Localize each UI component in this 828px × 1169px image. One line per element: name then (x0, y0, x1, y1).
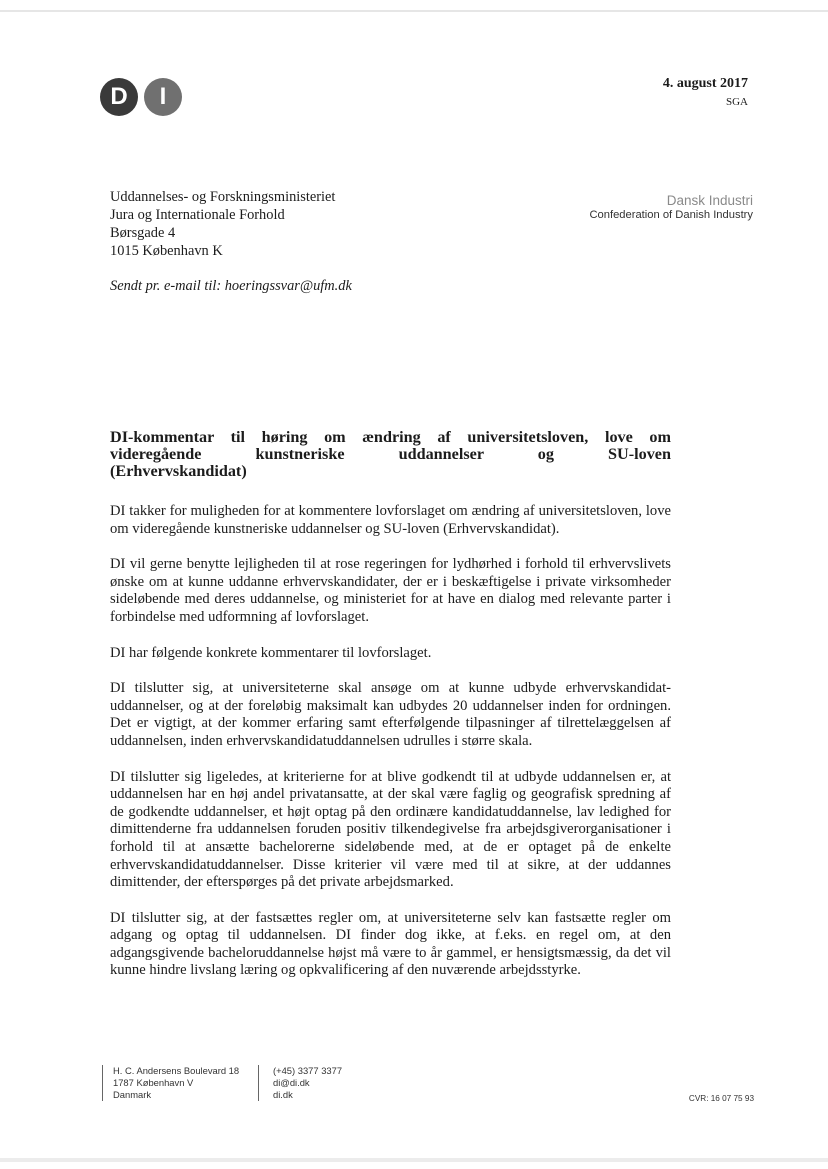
body-paragraph: DI har følgende konkrete kommentarer til lovforslaget. (110, 644, 432, 661)
letter-heading (110, 429, 671, 480)
scan-edge-bottom (0, 1158, 828, 1162)
body-paragraph: DI vil gerne benytte lejligheden til at rose regeringen for lydhørhed i forhold til erhvervslivets ønske om at kunne uddanne erhvervskandidater, der er i beskæftigelse i private virksomheder sideløbende med deres uddannelse, og ministeriet for at have en dialog med relevante parter i forbindelse med udformning af lovforslaget. (110, 556, 671, 625)
letter-date: 4. august 2017 (662, 76, 748, 91)
footer-address-line: 1787 København V (113, 1077, 194, 1088)
footer-address (102, 1065, 263, 1101)
sender-initials: SGA (725, 96, 748, 108)
footer-phone: (+45) 3377 3377 (273, 1065, 343, 1076)
body-paragraph: DI tilslutter sig, at universiteterne skal ansøge om at kunne udbyde erhvervskandidat-uddannelser, og at der foreløbig maksimalt kan udbydes 20 uddannelser inden for ordningen. Det er vigtigt, at der kommer erfaring samt efterfølgende tilpasninger af tilrettelæggelsen af uddannelsen, inden erhvervskandidatuddannelsen udrulles i større skala. (110, 680, 671, 749)
organization-block (589, 193, 753, 221)
organization-name: Dansk Industri (666, 193, 753, 208)
footer-address-line: Danmark (113, 1089, 152, 1100)
footer-email: di@di.dk (273, 1077, 310, 1088)
body-paragraph: DI tilslutter sig ligeledes, at kriterierne for at blive godkendt til at udbyde uddannelsen er, at uddannelsen har en høj andel privatansatte, at der skal være faglig og geografisk spredning af de godkendte uddannelser, et højt optag på den ordinære kandidatuddannelse, lav ledighed for dimittenderne fra uddannelsen foruden positiv tilkendegivelse fra arbejdsgiverorganisationer i forhold til at ansætte bachelorerne sideløbende med, at de er optaget på de enkelte erhvervskandidatuddannelser. Disse kriterier vil være med til at sikre, at der uddannes dimittender, der efterspørges på det private arbejdsmarked. (110, 768, 671, 891)
address-line: Uddannelses- og Forskningsministeriet (110, 189, 336, 205)
recipient-address (110, 188, 335, 260)
letter-body (110, 503, 671, 998)
heading-line: videregående kunstneriske uddannelser og SU-loven (110, 445, 671, 463)
footer-contact (258, 1065, 393, 1101)
organization-subtitle: Confederation of Danish Industry (589, 209, 753, 221)
scan-edge-top (0, 10, 828, 12)
heading-line: (Erhvervskandidat) (110, 462, 247, 480)
address-line: Børsgade 4 (110, 225, 176, 241)
di-logo (100, 78, 184, 116)
address-line: Jura og Internationale Forhold (110, 207, 285, 223)
footer-address-line: H. C. Andersens Boulevard 18 (113, 1065, 240, 1076)
footer-website: di.dk (273, 1089, 293, 1100)
logo-letter-d: D (100, 78, 138, 116)
cvr-number: CVR: 16 07 75 93 (688, 1094, 754, 1103)
sent-via-email: Sendt pr. e-mail til: hoeringssvar@ufm.dk (110, 278, 352, 294)
body-paragraph: DI takker for muligheden for at kommentere lovforslaget om ændring af universitetsloven, love om videregående kunstneriske uddannelser og SU-loven (Erhvervskandidat). (110, 503, 671, 537)
address-line: 1015 København K (110, 243, 223, 259)
heading-line: DI-kommentar til høring om ændring af universitetsloven, love om (110, 428, 671, 446)
logo-letter-i: I (144, 78, 182, 116)
body-paragraph: DI tilslutter sig, at der fastsættes regler om, at universiteterne selv kan fastsætte regler om adgang og optag til uddannelsen. DI finder dog ikke, at f.eks. en regel om, at den adgangsgivende bacheloruddannelse højst må være to år gammel, er hensigtsmæssig, da det vil kunne hindre livslang læring og opkvalificering af den nuværende arbejdsstyrke. (110, 909, 671, 979)
